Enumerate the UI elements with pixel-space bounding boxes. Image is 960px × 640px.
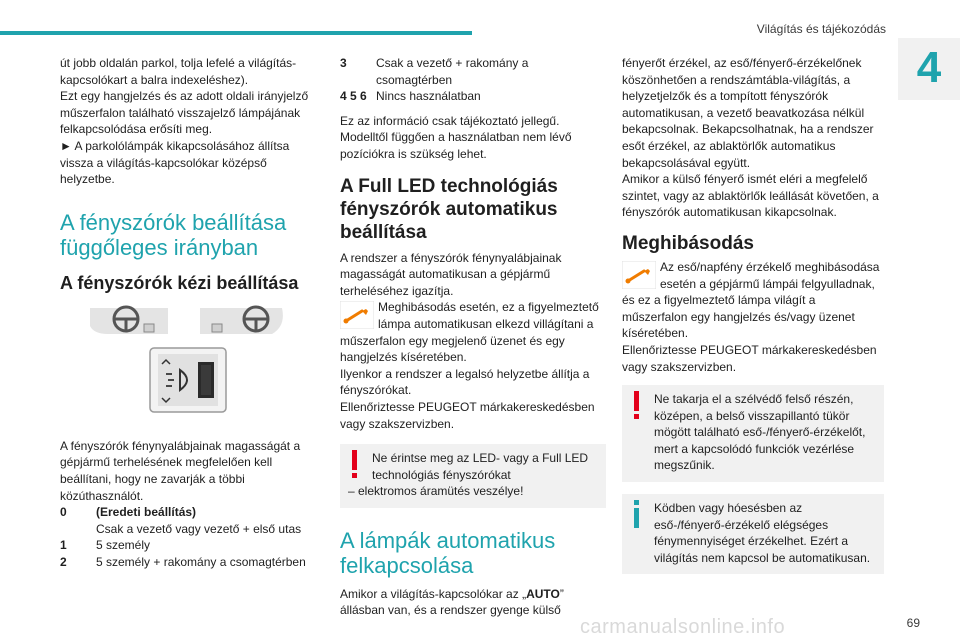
list-item (60, 537, 316, 554)
list-item-text: Csak a vezető vagy vezető + első utas (96, 521, 302, 536)
steering-wheel-right-icon (200, 307, 283, 334)
info-paragraph: Ez az információ csak tájékoztató jellegű. Modelltől függően a használatban nem lévő pozíciókra is szükség lehet. (340, 113, 572, 161)
position-list-left (60, 504, 316, 570)
warning-callout-text: Ne érintse meg az LED- vagy a Full LED technológiás fényszórókat (372, 451, 589, 482)
fault-paragraph-2: Ellenőriztesse PEUGEOT márkakereskedésben vagy szakszervizben. (622, 342, 877, 374)
manual-adjust-body: A fényszórók fénynyalábjainak magasságát a gépjármű terhelésének megfelelően kell beállítani, hogy ne zavarják a többi közúthasználót. (60, 438, 301, 503)
list-item-key: 2 (60, 554, 67, 569)
list-item-text: Nincs használatban (376, 89, 481, 104)
auto-lights-paragraph-2: Amikor a külső fényerő ismét eléri a megfelelő szintet, vagy az ablaktörlők leállását követően, a fényszórók automatikusan kikapcsolnak. (622, 172, 879, 220)
wrench-warning-icon (340, 301, 374, 329)
headlamp-dial-panel (150, 348, 226, 412)
list-item-label: (Eredeti beállítás) (96, 505, 197, 520)
full-led-paragraph-3: Ellenőriztesse PEUGEOT márkakereskedésben vagy szakszervizben. (340, 399, 595, 431)
fault-block (622, 259, 884, 342)
intro-paragraph-1: út jobb oldalán parkol, tolja lefelé a világítás-kapcsolókart a balra indexeléshez). (60, 56, 297, 87)
list-item-key: 1 (60, 538, 67, 553)
list-item-key: 0 (60, 505, 67, 520)
list-item (340, 88, 606, 105)
column-middle (340, 55, 606, 619)
watermark: carmanualsonline.info (580, 616, 786, 638)
steering-wheel-left-icon (90, 307, 168, 334)
list-item-text: 5 személy (96, 538, 151, 553)
headlamp-adjust-illustration (60, 304, 316, 444)
list-item-text: Csak a vezető + rakomány a csomagtérben (376, 56, 529, 87)
auto-lights-paragraph-cont: fényerőt érzékel, az eső/fényerő-érzékelőnek köszönhetően a rendszámtábla-világítás, a helyzetjelzők és a tompított fényszórók automatikusan, a vezető beavatkozása nélkül bekapcsolnak. Bekapcsolhatnak, ha a rendszer esőt érzékel, az ablaktörlők automatikus bekapcsolásával együtt. (622, 56, 874, 170)
full-led-paragraph-1: A rendszer a fényszórók fénynyalábjainak magasságát automatikusan a gépjármű terheléséhez igazítja. (340, 250, 562, 298)
intro-paragraph-2: Ezt egy hangjelzés és az adott oldali irányjelző műszerfalon található visszajelző lámpájának felkapcsolódása erősíti meg. (60, 89, 309, 137)
headlamp-adjust-figure (60, 304, 316, 444)
list-item (60, 554, 316, 571)
warning-callout-led (340, 444, 606, 508)
list-item-text: 5 személy + rakomány a csomagtérben (96, 554, 306, 569)
section-heading-vertical-adjust: A fényszórók beállítása függőleges irányban (60, 209, 287, 260)
info-callout-text: Ködben vagy hóesésben az eső-/fényerő-érzékelő elégséges fénymennyiséget érzékelhet. Ezért a világítás nem kapcsol be automatikusan. (654, 501, 871, 565)
exclamation-warning-icon (348, 450, 362, 480)
warning-callout-sensor (622, 385, 884, 482)
section-heading-fault: Meghibásodás (622, 232, 754, 254)
exclamation-warning-icon (630, 391, 644, 421)
full-led-fault-paragraph: Meghibásodás esetén, ez a figyelmeztető lámpa automatikusan elkezd villágítani a műszerfalon egy megjelenő üzenet és egy hangjelzés kíséretében. (340, 300, 599, 365)
section-heading-full-led: A Full LED technológiás fényszórók automatikus beállítása (340, 175, 558, 243)
list-item-key: 4 5 6 (340, 89, 367, 104)
intro-paragraph-3: ► A parkolólámpák kikapcsolásához állítsa vissza a világítás-kapcsolókar középső helyzetbe. (60, 138, 290, 187)
list-item (340, 55, 606, 88)
full-led-paragraph-2: Ilyenkor a rendszer a legalsó helyzetbe állítja a fényszórókat. (340, 366, 590, 398)
info-icon (630, 500, 644, 530)
warning-callout-text: Ne takarja el a szélvédő felső részén, középen, a belső visszapillantó tükör mögött található eső-/fényerő-érzékelőt, mert a kapcsolódó funkciók vezérlése megszűnik. (654, 392, 866, 473)
column-right (622, 55, 884, 574)
headlamp-dial-value: 1 (291, 369, 301, 387)
chapter-tab (898, 38, 960, 100)
page-number: 69 (906, 616, 920, 630)
list-item-key: 3 (340, 56, 347, 70)
section-header-title: Világítás és tájékozódás (756, 22, 886, 36)
subsection-heading-manual-adjust: A fényszórók kézi beállítása (60, 272, 299, 293)
column-left (60, 55, 316, 571)
list-item (60, 504, 316, 537)
wrench-warning-icon (622, 261, 656, 289)
auto-lights-paragraph: Amikor a világítás-kapcsolókar az „AUTO” állásban van, és a rendszer gyenge külső (340, 586, 564, 618)
fault-paragraph-1: Az eső/napfény érzékelő meghibásodása esetén a gépjármű lámpái felgyulladnak, és ez a figyelmeztető lámpa világít a műszerfalon egy hangjelzés és/vagy üzenet kíséretében. (622, 259, 880, 341)
header-accent-bar (0, 31, 472, 35)
chapter-number: 4 (916, 43, 942, 92)
warning-callout-continuation: – elektromos áramütés veszélye! (348, 484, 524, 499)
full-led-fault-block (340, 299, 606, 365)
position-list-right (340, 55, 606, 105)
info-callout-fog (622, 494, 884, 574)
section-heading-auto-lights: A lámpák automatikus felkapcsolása (340, 527, 556, 578)
